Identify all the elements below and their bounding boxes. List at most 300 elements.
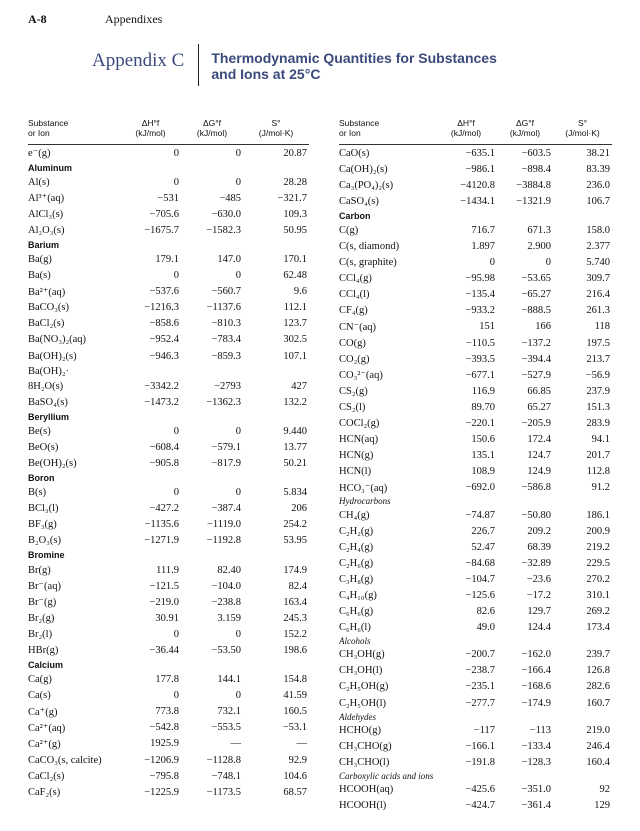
appendix-title-line2: and Ions at 25°C	[211, 66, 321, 82]
table-row	[339, 319, 612, 335]
table-row	[339, 555, 612, 571]
substance-name: BeO(s)	[28, 441, 59, 453]
subgroup-heading: Alcohols	[339, 636, 371, 647]
entropy-value: 104.6	[283, 770, 307, 782]
gibbs-value: −1173.5	[206, 786, 241, 798]
gibbs-value: 0	[235, 487, 241, 499]
enthalpy-value: 89.70	[471, 401, 495, 413]
gibbs-value: −527.9	[521, 369, 551, 381]
enthalpy-value: −858.6	[149, 318, 179, 330]
entropy-value: 5.740	[586, 257, 610, 269]
substance-name: Ba(s)	[28, 270, 51, 282]
substance-name: HCO₃⁻(aq)	[339, 482, 388, 494]
substance-name: BaCl₂(s)	[28, 318, 65, 330]
entropy-value: 427	[291, 380, 307, 392]
title-divider	[198, 44, 199, 86]
gibbs-value: 129.7	[527, 606, 551, 618]
gibbs-value: −53.50	[211, 644, 241, 656]
substance-name: e⁻(g)	[28, 148, 51, 160]
enthalpy-value: −933.2	[465, 305, 495, 317]
enthalpy-header-line1: ΔH°f	[141, 118, 160, 128]
substance-name: C₂H₅OH(g)	[339, 681, 389, 693]
gibbs-value: 82.40	[217, 564, 241, 576]
table-row	[28, 348, 309, 364]
entropy-value: 112.1	[283, 302, 307, 314]
gibbs-value: 732.1	[217, 706, 241, 718]
gibbs-header-line1: ΔG°f	[202, 118, 222, 128]
gibbs-value: −174.9	[521, 697, 551, 709]
substance-name: HCOOH(l)	[339, 800, 387, 812]
enthalpy-value: −1473.2	[144, 396, 179, 408]
enthalpy-value: 0	[173, 147, 179, 159]
substance-name: Ba(g)	[28, 254, 52, 266]
substance-name: BaCO₃(s)	[28, 302, 69, 314]
enthalpy-value: −1434.1	[460, 195, 495, 207]
table-row	[28, 626, 309, 642]
enthalpy-value: 226.7	[471, 525, 495, 537]
gibbs-value: 0	[235, 690, 241, 702]
enthalpy-value: 0	[173, 487, 179, 499]
table-row	[339, 222, 612, 238]
table-row	[28, 268, 309, 284]
enthalpy-value: −110.5	[465, 337, 495, 349]
enthalpy-value: −537.6	[149, 286, 179, 298]
substance-name: Be(s)	[28, 425, 51, 437]
enthalpy-value: 0	[173, 690, 179, 702]
substance-name: C(g)	[339, 224, 359, 236]
table-row	[28, 578, 309, 594]
enthalpy-value: 0	[173, 176, 179, 188]
enthalpy-value: −121.5	[149, 580, 179, 592]
gibbs-value: −1321.9	[516, 195, 551, 207]
entropy-value: 309.7	[586, 273, 610, 285]
enthalpy-value: −608.4	[149, 441, 179, 453]
gibbs-header-line2: (kJ/mol)	[196, 128, 228, 138]
substance-name: B₂O₃(s)	[28, 535, 61, 547]
gibbs-value: −104.0	[211, 580, 241, 592]
table-row	[28, 145, 309, 162]
subgroup-heading: Hydrocarbons	[339, 496, 391, 507]
gibbs-value: −162.0	[521, 649, 551, 661]
gibbs-value: −32.89	[521, 557, 551, 569]
table-row	[28, 672, 309, 688]
gibbs-value: −859.3	[211, 350, 241, 362]
entropy-value: 219.2	[586, 541, 610, 553]
table-row	[28, 174, 309, 190]
entropy-value: 269.2	[586, 606, 610, 618]
gibbs-value: 3.159	[217, 612, 241, 624]
enthalpy-header-line2: (kJ/mol)	[450, 128, 482, 138]
enthalpy-value: −104.7	[465, 573, 495, 585]
enthalpy-value: −1216.3	[144, 302, 179, 314]
substance-name: CH₃CHO(l)	[339, 756, 390, 768]
enthalpy-header-line1: ΔH°f	[457, 118, 475, 128]
entropy-value: 170.1	[283, 254, 307, 266]
table-row	[28, 251, 309, 267]
entropy-value: −53.1	[282, 722, 307, 734]
gibbs-value: 2.900	[527, 241, 551, 253]
gibbs-value: 144.1	[217, 674, 241, 686]
table-row	[339, 303, 612, 319]
enthalpy-value: −692.0	[465, 482, 495, 494]
gibbs-value: 172.4	[527, 434, 551, 446]
substance-name: BaSO₄(s)	[28, 396, 68, 408]
enthalpy-value: 0	[489, 257, 495, 269]
substance-name: CH₃OH(l)	[339, 665, 383, 677]
table-row	[28, 720, 309, 736]
gibbs-value: −387.4	[211, 503, 241, 515]
entropy-value: 9.6	[293, 286, 307, 298]
gibbs-value: 65.27	[527, 401, 551, 413]
enthalpy-header	[120, 118, 181, 145]
enthalpy-value: 177.8	[155, 674, 179, 686]
entropy-header-line1: S°	[577, 118, 588, 128]
entropy-value: 28.28	[283, 176, 307, 188]
table-row	[339, 448, 612, 464]
gibbs-value: −810.3	[211, 318, 241, 330]
gibbs-value: −817.9	[211, 458, 241, 470]
group-heading: Beryllium	[28, 411, 70, 422]
gibbs-value: 66.85	[527, 385, 551, 397]
group-heading: Carbon	[339, 210, 371, 221]
table-row	[28, 517, 309, 533]
substance-header-line2: or Ion	[339, 128, 361, 138]
table-row	[28, 300, 309, 316]
enthalpy-value: 116.9	[471, 385, 495, 397]
gibbs-header	[497, 118, 553, 145]
substance-name: Al³⁺(aq)	[28, 193, 65, 205]
gibbs-value: −888.5	[521, 305, 551, 317]
appendix-title-block	[92, 44, 497, 86]
entropy-value: 237.9	[586, 385, 610, 397]
entropy-value: 198.6	[283, 644, 307, 656]
substance-name: C₆H₆(g)	[339, 606, 374, 618]
table-row	[28, 332, 309, 348]
group-heading: Calcium	[28, 660, 64, 671]
substance-name: HCOOH(aq)	[339, 783, 394, 795]
substance-name: Br(g)	[28, 564, 51, 576]
entropy-value: 206	[291, 503, 307, 515]
gibbs-value: −133.4	[521, 740, 551, 752]
enthalpy-value: −795.8	[149, 770, 179, 782]
table-row	[339, 287, 612, 303]
entropy-value: 123.7	[283, 318, 307, 330]
substance-name: COCl₂(g)	[339, 418, 380, 430]
substance-name: C₂H₅OH(l)	[339, 697, 386, 709]
entropy-value: 219.0	[586, 724, 610, 736]
entropy-value: 62.48	[283, 270, 307, 282]
table-row	[339, 480, 612, 496]
enthalpy-value: −36.44	[149, 644, 179, 656]
substance-header-line2: or Ion	[28, 128, 50, 138]
enthalpy-value: −220.1	[465, 418, 495, 430]
gibbs-value: −630.0	[211, 208, 241, 220]
entropy-value: 201.7	[586, 450, 610, 462]
enthalpy-value: 135.1	[471, 450, 495, 462]
enthalpy-value: 0	[173, 270, 179, 282]
table-header-row	[28, 118, 309, 145]
enthalpy-value: 773.8	[155, 706, 179, 718]
entropy-value: 118	[594, 321, 610, 333]
entropy-value: 107.1	[283, 350, 307, 362]
substance-name: Ca(g)	[28, 674, 52, 686]
thermo-table-right	[339, 118, 612, 814]
table-row	[28, 533, 309, 549]
gibbs-value: 0	[235, 147, 241, 159]
table-row	[28, 688, 309, 704]
gibbs-value: 124.9	[527, 466, 551, 478]
thermo-table-left-body	[28, 145, 309, 801]
entropy-value: 310.1	[586, 589, 610, 601]
entropy-value: 94.1	[591, 434, 610, 446]
table-row	[339, 193, 612, 209]
enthalpy-value: −74.87	[465, 509, 495, 521]
enthalpy-value: −531	[157, 192, 179, 204]
entropy-header	[243, 118, 309, 145]
enthalpy-value: 49.0	[476, 622, 495, 634]
entropy-value: 261.3	[586, 305, 610, 317]
entropy-value: 302.5	[283, 334, 307, 346]
substance-name: Ca⁺(g)	[28, 706, 58, 718]
enthalpy-value: −1135.6	[144, 519, 179, 531]
gibbs-value: 147.0	[217, 254, 241, 266]
substance-name: CCl₄(l)	[339, 289, 370, 301]
entropy-value: 20.87	[283, 147, 307, 159]
entropy-value: 126.8	[586, 665, 610, 677]
enthalpy-value: −84.68	[465, 557, 495, 569]
enthalpy-value: −635.1	[465, 147, 495, 159]
entropy-header-line1: S°	[271, 118, 281, 128]
gibbs-value: −603.5	[521, 147, 551, 159]
enthalpy-value: −238.7	[465, 665, 495, 677]
substance-name: Ca²⁺(aq)	[28, 722, 66, 734]
enthalpy-value: −277.7	[465, 697, 495, 709]
gibbs-value: 68.39	[527, 541, 551, 553]
enthalpy-value: −4120.8	[460, 179, 495, 191]
substance-name: Ca(s)	[28, 690, 51, 702]
table-row	[339, 523, 612, 539]
entropy-value: 50.21	[283, 458, 307, 470]
enthalpy-value: −125.6	[465, 589, 495, 601]
enthalpy-value: −952.4	[149, 334, 179, 346]
gibbs-value: −1128.8	[206, 754, 241, 766]
entropy-value: 82.4	[288, 580, 307, 592]
table-row	[339, 647, 612, 663]
table-row	[28, 736, 309, 752]
gibbs-value: 0	[545, 257, 551, 269]
enthalpy-value: 108.9	[471, 466, 495, 478]
entropy-value: 38.21	[586, 147, 610, 159]
substance-name: HCHO(g)	[339, 724, 381, 736]
enthalpy-value: −1675.7	[144, 224, 179, 236]
gibbs-value: 166	[535, 321, 551, 333]
gibbs-value: −898.4	[521, 163, 551, 175]
table-row	[339, 335, 612, 351]
table-row	[28, 752, 309, 768]
substance-name: Ca(OH)₂(s)	[339, 163, 388, 175]
table-row	[339, 383, 612, 399]
enthalpy-value: −1225.9	[144, 786, 179, 798]
entropy-header-line2: (J/mol·K)	[258, 128, 294, 138]
entropy-value: 2.377	[586, 241, 610, 253]
substance-name: CaSO₄(s)	[339, 195, 379, 207]
enthalpy-value: −166.1	[465, 740, 495, 752]
entropy-value: 109.3	[283, 208, 307, 220]
entropy-value: 152.2	[283, 628, 307, 640]
table-row	[339, 695, 612, 711]
appendix-label: Appendix C	[92, 50, 185, 71]
table-row	[28, 501, 309, 517]
substance-name: CaCO₃(s, calcite)	[28, 754, 102, 766]
table-row	[28, 206, 309, 222]
subgroup-row	[339, 496, 612, 507]
continuation-row	[28, 364, 309, 378]
element-group-row	[28, 472, 309, 485]
element-group-row	[28, 161, 309, 174]
table-row	[339, 432, 612, 448]
gibbs-value: −586.8	[521, 482, 551, 494]
table-row	[339, 399, 612, 415]
table-row	[28, 784, 309, 800]
entropy-value: 160.7	[586, 697, 610, 709]
substance-name: B(s)	[28, 487, 47, 499]
table-row	[339, 367, 612, 383]
table-row	[28, 394, 309, 410]
enthalpy-value: 716.7	[471, 224, 495, 236]
substance-name: Be(OH)₂(s)	[28, 458, 77, 470]
enthalpy-value: 52.47	[471, 541, 495, 553]
entropy-value: 112.8	[586, 466, 610, 478]
subgroup-row	[339, 636, 612, 647]
substance-name: CF₄(g)	[339, 305, 368, 317]
gibbs-value: −238.8	[211, 596, 241, 608]
entropy-value: 282.6	[586, 681, 610, 693]
group-heading: Boron	[28, 473, 55, 484]
gibbs-value: 124.4	[527, 622, 551, 634]
subgroup-heading: Carboxylic acids and ions	[339, 770, 434, 781]
entropy-value: 5.834	[283, 487, 307, 499]
entropy-value: 83.39	[586, 163, 610, 175]
table-row	[28, 456, 309, 472]
gibbs-value: −560.7	[211, 286, 241, 298]
gibbs-value: −1119.0	[206, 519, 241, 531]
substance-name: AlCl₃(s)	[28, 208, 64, 220]
substance-name: C₆H₆(l)	[339, 622, 371, 634]
subgroup-row	[339, 711, 612, 722]
element-group-row	[28, 659, 309, 672]
substance-name: HCN(g)	[339, 450, 374, 462]
entropy-value: 283.9	[586, 418, 610, 430]
substance-name: HCN(aq)	[339, 434, 379, 446]
enthalpy-value: −905.8	[149, 458, 179, 470]
substance-name: Ba(OH)₂·	[28, 365, 69, 377]
table-row	[339, 271, 612, 287]
gibbs-value: −361.4	[521, 800, 551, 812]
gibbs-value: −113	[529, 724, 551, 736]
table-row	[339, 754, 612, 770]
enthalpy-value: 179.1	[155, 254, 179, 266]
appendix-title-line1: Thermodynamic Quantities for Substances	[211, 50, 497, 66]
table-row	[28, 610, 309, 626]
table-row	[28, 423, 309, 439]
enthalpy-value: −542.8	[149, 722, 179, 734]
table-row	[339, 238, 612, 254]
substance-name: Br₂(l)	[28, 628, 53, 640]
substance-name: C₃H₈(g)	[339, 573, 374, 585]
group-heading: Barium	[28, 239, 60, 250]
enthalpy-value: 0	[173, 425, 179, 437]
substance-name: C₂H₂(g)	[339, 525, 374, 537]
entropy-value: 245.3	[283, 612, 307, 624]
gibbs-value: −137.2	[521, 337, 551, 349]
entropy-value: 254.2	[283, 519, 307, 531]
substance-name: Al(s)	[28, 176, 50, 188]
substance-header	[28, 118, 120, 145]
entropy-value: 174.9	[283, 564, 307, 576]
enthalpy-value: −677.1	[465, 369, 495, 381]
substance-name: HBr(g)	[28, 644, 59, 656]
entropy-value: 160.4	[586, 756, 610, 768]
subgroup-heading: Aldehydes	[339, 711, 376, 722]
entropy-value: 158.0	[586, 224, 610, 236]
enthalpy-value: 30.91	[155, 612, 179, 624]
entropy-value: 216.4	[586, 289, 610, 301]
substance-name: Ba²⁺(aq)	[28, 286, 66, 298]
gibbs-value: −50.80	[521, 509, 551, 521]
enthalpy-value: −117	[473, 724, 495, 736]
enthalpy-value: −135.4	[465, 289, 495, 301]
entropy-value: 236.0	[586, 179, 610, 191]
gibbs-value: −351.0	[521, 783, 551, 795]
gibbs-value: −17.2	[526, 589, 551, 601]
entropy-value: 92	[599, 783, 610, 795]
entropy-value: 68.57	[283, 786, 307, 798]
substance-name: Br⁻(aq)	[28, 581, 61, 593]
element-group-row	[339, 209, 612, 222]
gibbs-value: −783.4	[211, 334, 241, 346]
entropy-header	[553, 118, 612, 145]
entropy-value: −56.9	[585, 369, 610, 381]
thermo-table-right-body	[339, 145, 612, 814]
substance-name: 8H₂O(s)	[28, 380, 64, 392]
appendix-title	[211, 44, 497, 82]
table-row	[28, 190, 309, 206]
gibbs-value: 0	[235, 628, 241, 640]
gibbs-value: −205.9	[521, 418, 551, 430]
table-row	[28, 768, 309, 784]
substance-name: CH₄(g)	[339, 509, 370, 521]
substance-name: CS₂(g)	[339, 385, 368, 397]
table-row	[339, 722, 612, 738]
enthalpy-value: −3342.2	[144, 380, 179, 392]
table-row	[28, 439, 309, 455]
substance-name: CaF₂(s)	[28, 786, 61, 798]
substance-name: CN⁻(aq)	[339, 321, 377, 333]
entropy-value: 197.5	[586, 337, 610, 349]
substance-name: C₄H₁₀(g)	[339, 589, 377, 601]
group-heading: Bromine	[28, 550, 65, 561]
substance-header	[339, 118, 435, 145]
table-row	[28, 594, 309, 610]
table-row	[339, 587, 612, 603]
gibbs-value: −553.5	[211, 722, 241, 734]
enthalpy-value: 1.897	[471, 241, 495, 253]
table-row	[339, 738, 612, 754]
enthalpy-value: −219.0	[149, 596, 179, 608]
entropy-value: 213.7	[586, 353, 610, 365]
table-row	[339, 351, 612, 367]
substance-name: Al₂O₃(s)	[28, 224, 65, 236]
